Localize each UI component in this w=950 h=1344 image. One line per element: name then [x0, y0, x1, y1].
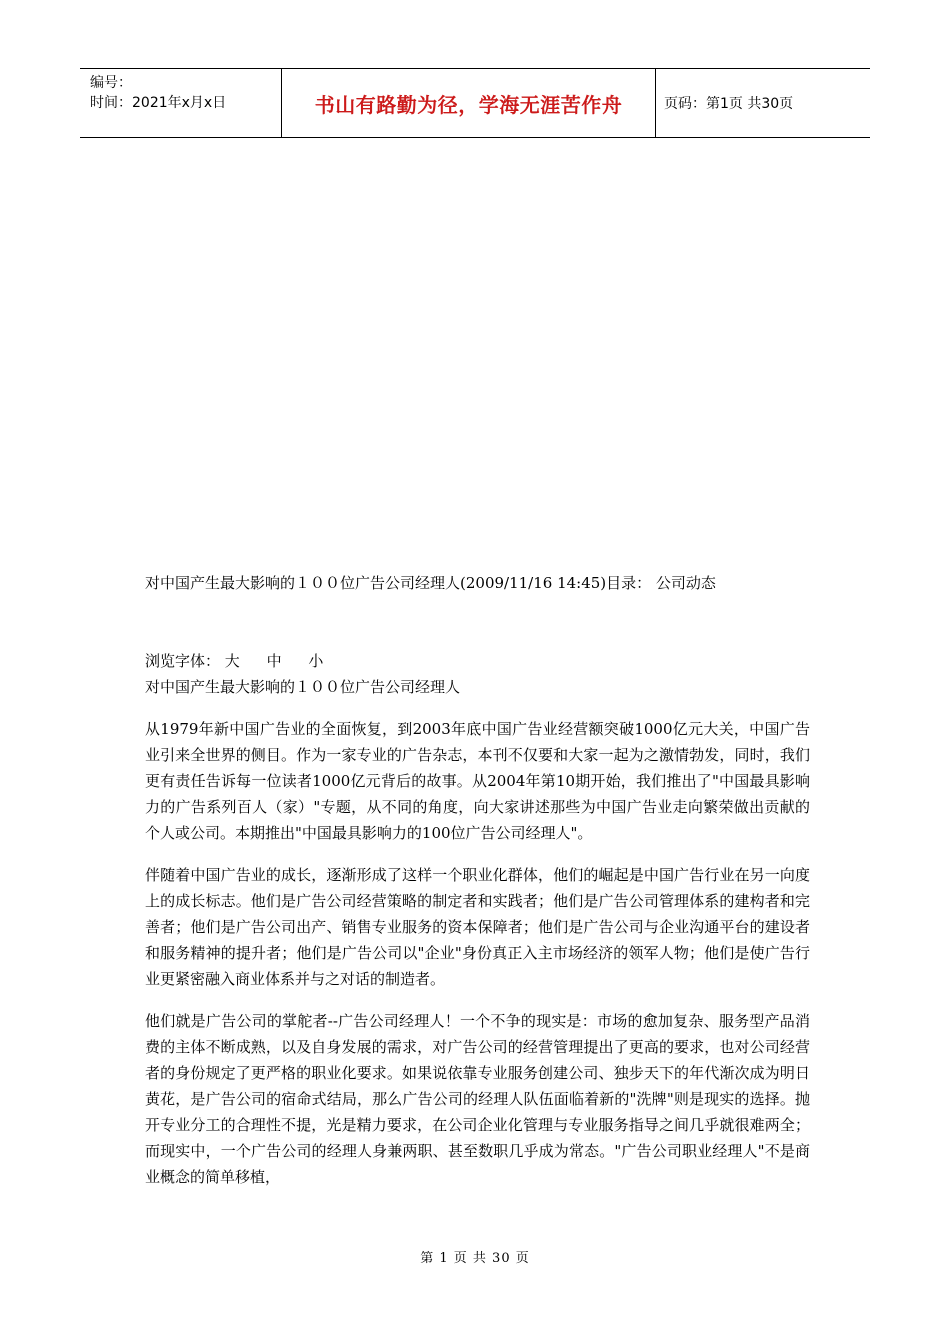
font-size-large-link[interactable]: 大: [224, 652, 240, 670]
article-body: [145, 570, 810, 1190]
article-paragraph: 他们就是广告公司的掌舵者--广告公司经理人！一个不争的现实是：市场的愈加复杂、服务型产品消费的主体不断成熟，以及自身发展的需求，对广告公司的经营管理提出了更高的要求，也对公司经营者的身份规定了更严格的职业化要求。如果说依靠专业服务创建公司、独步天下的年代渐次成为明日黄花，是广告公司的宿命式结局，那么广告公司的经理人队伍面临着新的"洗牌"则是现实的选择。抛开专业分工的合理性不提，光是精力要求，在公司企业化管理与专业服务指导之间几乎就很难两全；而现实中，一个广告公司的经理人身兼两职、甚至数职几乎成为常态。"广告公司职业经理人"不是商业概念的简单移植，: [145, 1012, 810, 1186]
font-size-small-link[interactable]: 小: [308, 652, 324, 670]
page-footer: 第 1 页 共 30 页: [420, 1251, 530, 1266]
header-motto: 书山有路勤为径，学海无涯苦作舟: [282, 69, 656, 137]
font-size-label: 浏览字体：: [145, 652, 221, 670]
number-label: 编号：: [90, 75, 132, 91]
article-paragraph: 伴随着中国广告业的成长，逐渐形成了这样一个职业化群体，他们的崛起是中国广告行业在另一向度上的成长标志。他们是广告公司经营策略的制定者和实践者；他们是广告公司管理体系的建构者和完善者；他们是广告公司出产、销售专业服务的资本保障者；他们是广告公司与企业沟通平台的建设者和服务精神的提升者；他们是广告公司以"企业"身份真正入主市场经济的领军人物；他们是使广告行业更紧密融入商业体系并与之对话的制造者。: [145, 866, 810, 988]
font-size-selector: [145, 648, 810, 674]
article-paragraph: 从1979年新中国广告业的全面恢复，到2003年底中国广告业经营额突破1000亿元大关，中国广告业引来全世界的侧目。作为一家专业的广告杂志，本刊不仅要和大家一起为之激情勃发，同时，我们更有责任告诉每一位读者1000亿元背后的故事。从2004年第10期开始，我们推出了"中国最具影响力的广告系列百人（家）"专题，从不同的角度，向大家讲述那些为中国广告业走向繁荣做出贡献的个人或公司。本期推出"中国最具影响力的100位广告公司经理人"。: [145, 720, 810, 842]
time-label: 时间：2021年x月x日: [90, 95, 227, 111]
article-title-line: 对中国产生最大影响的１００位广告公司经理人(2009/11/16 14:45)目录： 公司动态: [145, 574, 716, 592]
article-subtitle: 对中国产生最大影响的１００位广告公司经理人: [145, 678, 461, 696]
font-size-medium-link[interactable]: 中: [266, 652, 282, 670]
page-header: [80, 68, 870, 138]
header-page-info: 页码：第1页 共30页: [664, 96, 794, 112]
header-meta: [80, 69, 282, 137]
